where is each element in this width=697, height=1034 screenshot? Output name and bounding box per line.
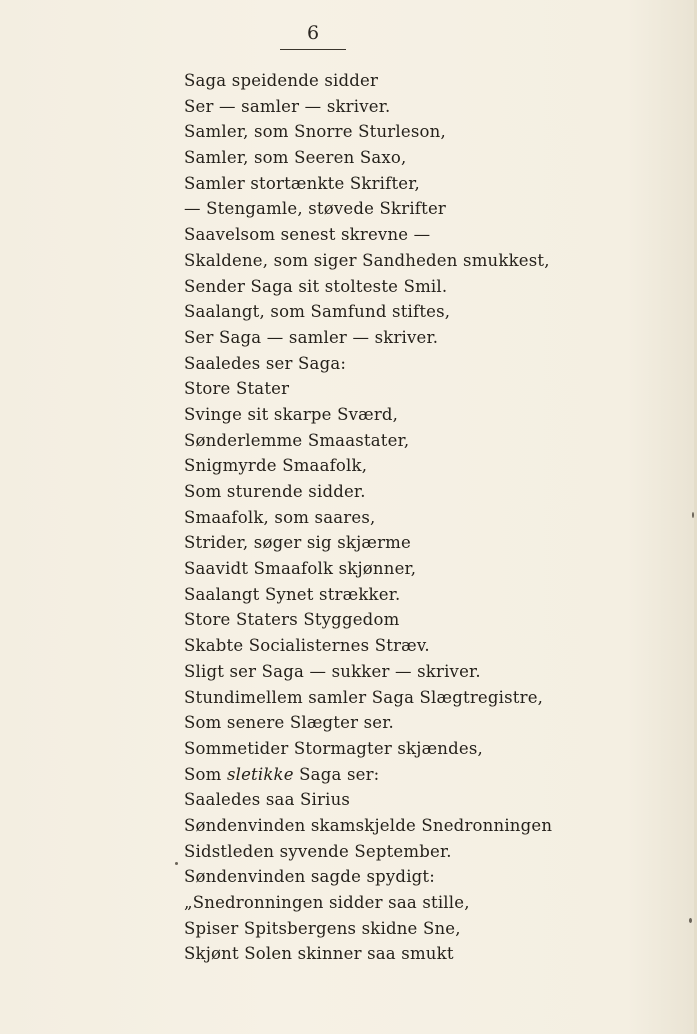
poem-line [184,582,552,608]
print-speck [692,512,694,518]
poem-line [184,196,552,222]
poem-line [184,479,552,505]
poem-line-text: Store Staters Styggedom [184,610,400,630]
poem-line-text: Saga speidende sidder [184,71,379,90]
poem-line-text: Saaledes ser Saga: [184,353,347,373]
poem-line-text: Som senere Slægter ser. [184,713,394,733]
poem-line-text: Sønderlemme Smaastater, [184,430,410,450]
poem-line [184,736,552,762]
poem-line [184,505,552,531]
poem-line [184,530,552,556]
poem-line [184,890,552,916]
poem-line [184,274,552,300]
poem-line-text: Saaledes saa Sirius [184,790,351,810]
poem-line [184,248,552,274]
poem-line-text: Sidstleden syvende September. [184,841,452,861]
poem-line-text: „Snedronningen sidder saa stille, [184,893,470,912]
poem-line [184,94,552,120]
poem-line-text: Saalangt Synet strækker. [184,584,401,604]
poem-line [184,710,552,736]
poem-line-text: Ser Saga — samler — skriver. [184,327,439,347]
poem-line-text: Samler, som Seeren Saxo, [184,148,407,168]
poem-line-text: Ser — samler — skriver. [184,96,391,116]
poem-line [184,864,552,890]
poem-line-text: Store Stater [184,379,290,399]
poem-line-text: Sender Saga sit stolteste Smil. [184,276,448,296]
poem-line [184,839,552,865]
poem-line [184,762,552,788]
poem-line [184,453,552,479]
poem-line [184,916,552,942]
poem-line-text: Som sturende sidder. [184,482,366,501]
poem-line [184,145,552,171]
poem-line-text: Saga ser: [293,764,380,784]
poem-line-text: Søndenvinden sagde spydigt: [184,867,436,887]
poem-line-text: Skjønt Solen skinner saa smukt [184,944,454,964]
poem-line-text: Saavelsom senest skrevne — [184,225,431,245]
poem-line [184,813,552,839]
poem-line [184,685,552,711]
poem-line [184,607,552,633]
poem-line [184,376,552,402]
poem-line-text: Samler stortænkte Skrifter, [184,173,420,193]
poem-line [184,351,552,377]
poem-line [184,659,552,685]
print-speck [689,918,692,923]
page-number: 6 [306,22,320,44]
page-number-rule [280,49,346,50]
poem-line [184,299,552,325]
poem-line-text: Snigmyrde Smaafolk, [184,456,368,476]
poem-line-text: Strider, søger sig skjærme [184,533,411,553]
poem-line-text: Samler, som Snorre Sturleson, [184,122,446,142]
poem-line [184,222,552,248]
print-speck [175,862,178,865]
poem-line [184,428,552,454]
poem-line [184,787,552,813]
poem-line-text: — Stengamle, støvede Skrifter [184,199,446,219]
poem-text [184,68,552,967]
poem-line [184,119,552,145]
poem-line [184,633,552,659]
poem-line [184,171,552,197]
poem-line-text: Sommetider Stormagter skjændes, [184,738,483,758]
poem-line [184,941,552,967]
poem-line-text: Svinge sit skarpe Sværd, [184,404,399,424]
poem-line-text: Saalangt, som Samfund stiftes, [184,302,451,322]
poem-line-text: Smaafolk, som saares, [184,507,376,527]
poem-line-emphasis: sletikke [226,764,294,784]
poem-line-text: Stundimellem samler Saga Slægtregistre, [184,687,544,707]
poem-line-text: Spiser Spitsbergens skidne Sne, [184,918,461,938]
poem-line-text: Som [184,764,227,784]
poem-line [184,68,552,94]
poem-line-text: Sligt ser Saga — sukker — skriver. [184,661,481,681]
poem-line [184,402,552,428]
poem-line [184,556,552,582]
poem-line [184,325,552,351]
poem-line-text: Skaldene, som siger Sandheden smukkest, [184,250,550,270]
poem-line-text: Søndenvinden skamskjelde Snedronningen [184,815,553,835]
poem-line-text: Saavidt Smaafolk skjønner, [184,559,417,579]
poem-line-text: Skabte Socialisternes Stræv. [184,636,430,656]
